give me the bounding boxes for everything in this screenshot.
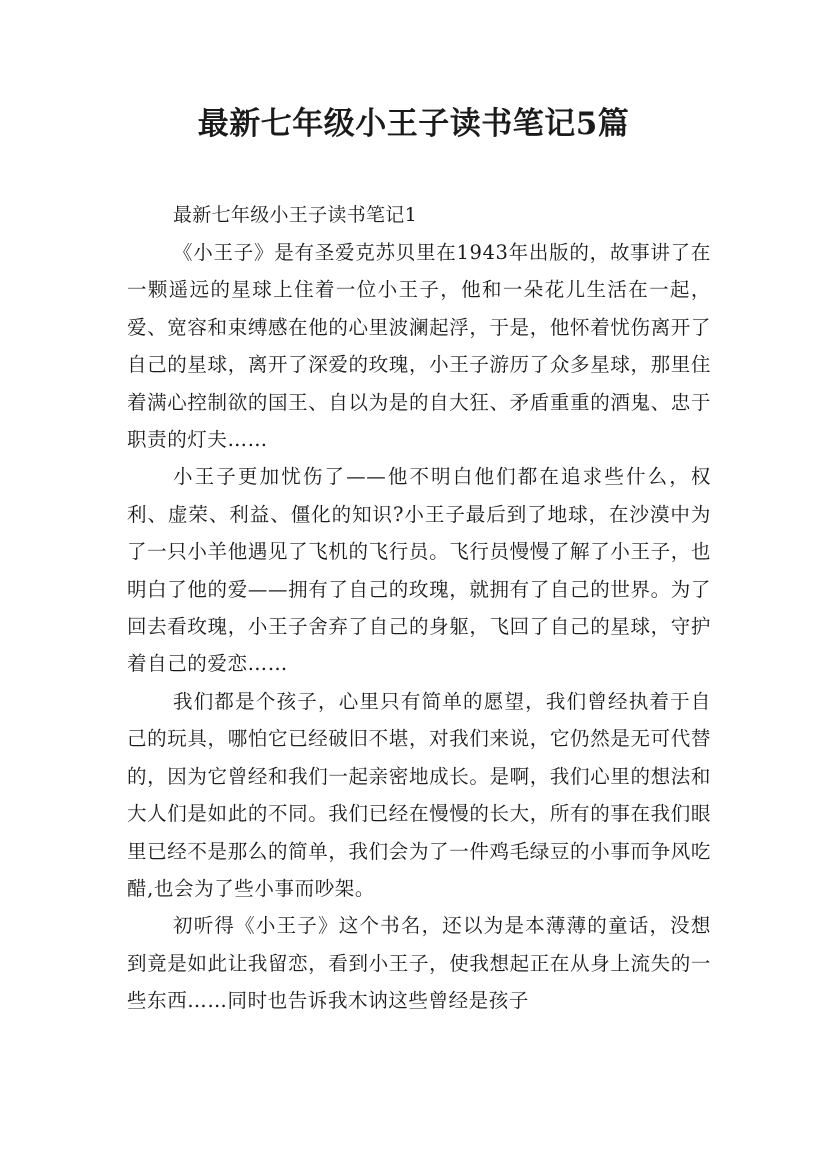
paragraph-4: 初听得《小王子》这个书名，还以为是本薄薄的童话，没想到竟是如此让我留恋，看到小王子，使我想起正在从身上流失的一些东西……同时也告诉我木讷这些曾经是孩子: [127, 914, 711, 1013]
paragraph-3: 我们都是个孩子，心里只有简单的愿望，我们曾经执着于自己的玩具，哪怕它已经破旧不堪，对我们来说，它仍然是无可代替的，因为它曾经和我们一起亲密地成长。是啊，我们心里的想法和大人们是如此的不同。我们已经在慢慢的长大，所有的事在我们眼里已经不是那么的简单，我们会为了一件鸡毛绿豆的小事而争风吃醋,也会为了些小事而吵架。: [127, 689, 711, 900]
document-body: [127, 197, 711, 1020]
paragraph-1: 《小王子》是有圣爱克苏贝里在1943年出版的，故事讲了在一颗遥远的星球上住着一位小王子，他和一朵花儿生活在一起，爱、宽容和束缚感在他的心里波澜起浮，于是，他怀着忧伤离开了自己的星球，离开了深爱的玫瑰，小王子游历了众多星球，那里住着满心控制欲的国王、自以为是的自大狂、矛盾重重的酒鬼、忠于职责的灯夫……: [127, 241, 711, 452]
section-heading: 最新七年级小王子读书笔记1: [173, 204, 417, 226]
paragraph-2: 小王子更加忧伤了——他不明白他们都在追求些什么，权利、虚荣、利益、僵化的知识?小王子最后到了地球，在沙漠中为了一只小羊他遇见了飞机的飞行员。飞行员慢慢了解了小王子，也明白了他的爱——拥有了自己的玫瑰，就拥有了自己的世界。为了回去看玫瑰，小王子舍弃了自己的身躯，飞回了自己的星球，守护着自己的爱恋……: [127, 465, 711, 676]
document-title: 最新七年级小王子读书笔记5篇: [197, 106, 630, 142]
